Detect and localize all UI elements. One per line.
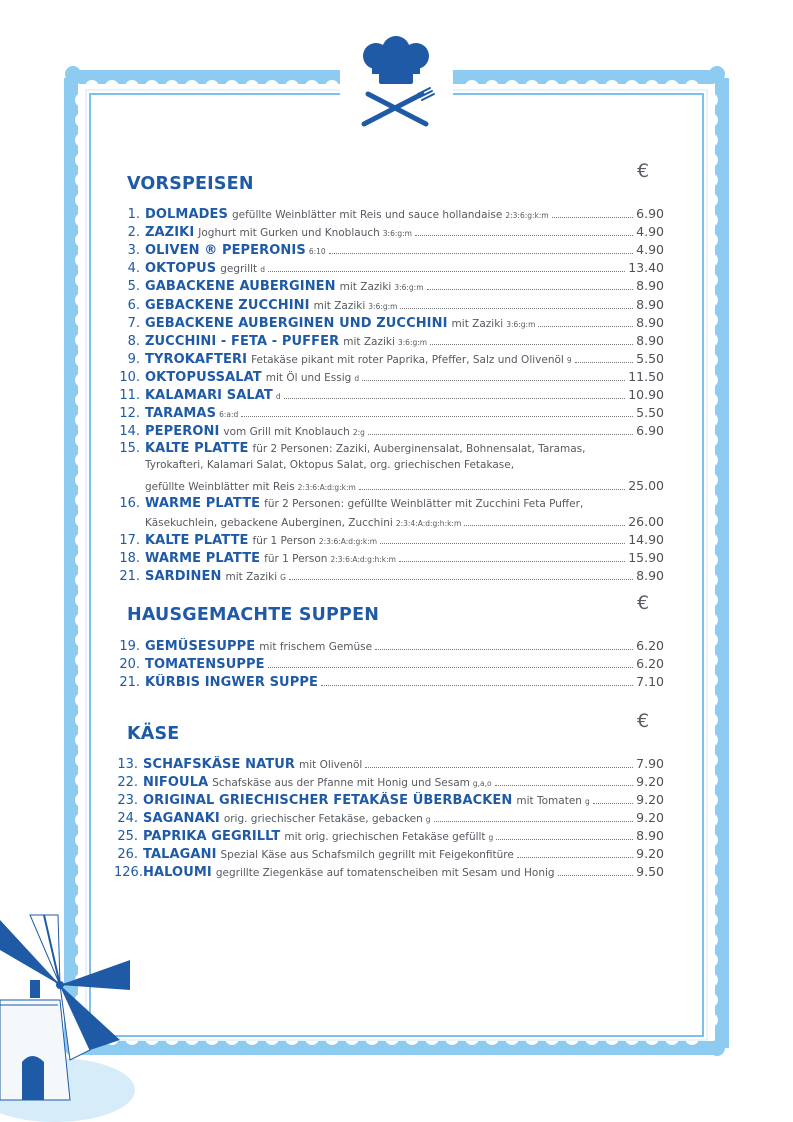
- menu-item: [111, 568, 664, 586]
- allergen-code: 2:g: [352, 428, 365, 438]
- currency-symbol: €: [637, 710, 650, 732]
- menu-item: [114, 846, 664, 864]
- item-description: für 2 Personen: Zaziki, Auberginensalat, Bohnensalat, Taramas,: [252, 443, 586, 456]
- item-number: 7.: [127, 315, 140, 331]
- item-number: 13.: [117, 757, 138, 772]
- item-description: mit Zaziki: [343, 335, 395, 348]
- item-name: TARAMAS: [145, 406, 217, 422]
- item-price: 5.50: [636, 350, 664, 366]
- dot-leader: [399, 561, 625, 562]
- dot-leader: [375, 649, 633, 650]
- item-name: OKTOPUSSALAT: [145, 369, 262, 385]
- menu-item: [111, 550, 664, 568]
- item-number: 12.: [119, 406, 140, 422]
- item-price: 15.90: [628, 549, 664, 565]
- allergen-code: 3:6:g:m: [368, 301, 398, 311]
- item-description-continued: [145, 478, 664, 496]
- dot-leader: [593, 803, 633, 804]
- dot-leader: [284, 398, 626, 399]
- menu-item: [111, 638, 664, 656]
- dot-leader: [268, 667, 634, 668]
- item-number: 3.: [127, 243, 140, 259]
- allergen-code: 2:3:6:A:d:g:k:m: [297, 482, 356, 492]
- allergen-code: 2:3:6:A:d:g:k:m: [318, 536, 378, 546]
- menu-item: [111, 674, 664, 692]
- item-number: 24.: [117, 811, 138, 826]
- item-description: mit Tomaten: [516, 795, 582, 807]
- menu-item: [111, 441, 664, 459]
- dot-leader: [359, 489, 625, 490]
- item-price: 13.40: [628, 260, 664, 276]
- item-price: 9.20: [636, 774, 664, 789]
- dot-leader: [329, 253, 634, 254]
- item-description: für 1 Person: [252, 534, 316, 547]
- currency-symbol: €: [637, 592, 650, 614]
- menu-item: [111, 387, 664, 405]
- dot-leader: [268, 271, 625, 272]
- item-description: Fetakäse pikant mit roter Paprika, Pfeffer, Salz und Olivenöl: [251, 353, 564, 366]
- allergen-code: 2:3:6:A:d:g:h:k:m: [330, 554, 396, 564]
- menu-item: [111, 351, 664, 369]
- dot-leader: [495, 785, 634, 786]
- item-price: 6.20: [636, 656, 664, 671]
- item-description: für 2 Personen: gefüllte Weinblätter mit Zucchini Feta Puffer,: [264, 497, 584, 510]
- item-number: 11.: [119, 388, 140, 403]
- item-description: mit Zaziki: [313, 299, 366, 312]
- item-number: 21.: [119, 569, 140, 584]
- item-number: 19.: [119, 639, 140, 654]
- menu-item: [111, 423, 664, 441]
- dot-leader: [362, 380, 625, 381]
- item-name: SCHAFSKÄSE NATUR: [143, 757, 295, 772]
- item-description: mit Olivenöl: [298, 759, 363, 771]
- item-price: 4.90: [636, 224, 664, 240]
- allergen-code: g: [584, 797, 590, 806]
- allergen-code: G: [280, 573, 286, 582]
- menu-item: [111, 333, 664, 351]
- allergen-code: d: [354, 373, 360, 383]
- item-description: mit Öl und Essig: [265, 371, 352, 384]
- item-number: 4.: [127, 261, 140, 277]
- item-price: 6.90: [636, 206, 664, 221]
- item-name: HALOUMI: [143, 865, 212, 880]
- item-name: GEBACKENE AUBERGINEN UND ZUCCHINI: [145, 315, 448, 331]
- item-price: 9.20: [636, 846, 664, 861]
- item-number: 9.: [127, 351, 140, 367]
- item-price: 25.00: [628, 477, 664, 493]
- menu-item: [114, 828, 664, 846]
- item-number: 25.: [117, 829, 138, 844]
- menu-item: [114, 774, 664, 792]
- menu-item: [111, 656, 664, 674]
- dot-leader: [575, 362, 634, 363]
- item-description: Käsekuchlein, gebackene Auberginen, Zucchini: [145, 516, 393, 529]
- item-price: 26.00: [628, 513, 664, 529]
- menu-item: [111, 496, 664, 514]
- item-name: TALAGANI: [143, 847, 217, 862]
- currency-symbol: €: [637, 160, 650, 182]
- dot-leader: [430, 344, 633, 345]
- item-number: 5.: [127, 279, 140, 295]
- item-description-continued: [145, 459, 664, 477]
- section-title: KÄSE: [127, 724, 180, 744]
- dot-leader: [538, 326, 633, 327]
- dot-leader: [400, 308, 633, 309]
- dot-leader: [552, 217, 633, 218]
- item-description: mit orig. griechischen Fetakäse gefüllt: [284, 831, 486, 843]
- menu-item: [111, 206, 664, 224]
- item-number: 18.: [119, 550, 140, 566]
- dot-leader: [380, 543, 625, 544]
- item-number: 23.: [117, 793, 138, 808]
- item-name: GEBACKENE ZUCCHINI: [145, 297, 310, 313]
- menu-item: [111, 278, 664, 296]
- item-price: 7.90: [636, 756, 664, 771]
- item-name: SARDINEN: [145, 569, 222, 584]
- item-name: NIFOULA: [143, 775, 209, 790]
- item-number: 16.: [119, 495, 140, 511]
- allergen-code: 3:6:g:m: [397, 337, 428, 347]
- item-name: KÜRBIS INGWER SUPPE: [145, 675, 318, 690]
- item-number: 10.: [119, 369, 140, 385]
- allergen-code: 6:10: [308, 247, 326, 257]
- item-number: 21.: [119, 675, 140, 690]
- item-description: mit Zaziki: [339, 281, 392, 294]
- item-name: KALTE PLATTE: [145, 441, 249, 457]
- allergen-code: 3:6:g:m: [506, 319, 536, 329]
- dot-leader: [427, 289, 634, 290]
- menu-item: [114, 756, 664, 774]
- item-name: WARME PLATTE: [145, 550, 261, 566]
- menu-item: [111, 369, 664, 387]
- item-number: 2.: [127, 225, 140, 241]
- item-price: 8.90: [636, 314, 664, 330]
- allergen-code: 6:a:d: [219, 410, 239, 420]
- allergen-code: 3:6:g:m: [382, 229, 412, 239]
- item-description: Tyrokafteri, Kalamari Salat, Oktopus Salat, org. griechischen Fetakase,: [145, 459, 515, 472]
- item-price: 6.20: [636, 638, 664, 653]
- item-description: Schafskäse aus der Pfanne mit Honig und Sesam: [212, 777, 470, 789]
- item-name: DOLMADES: [145, 207, 228, 222]
- item-name: TYROKAFTERI: [145, 351, 248, 367]
- item-description: für 1 Person: [264, 552, 328, 565]
- item-name: OKTOPUS: [145, 261, 217, 277]
- item-number: 20.: [119, 657, 140, 672]
- allergen-code: 2:3:6:g:k:m: [505, 211, 549, 220]
- allergen-code: g: [488, 833, 494, 842]
- menu-item: [111, 532, 664, 550]
- section-title: HAUSGEMACHTE SUPPEN: [127, 605, 380, 625]
- section-title: VORSPEISEN: [127, 174, 254, 194]
- dot-leader: [368, 434, 633, 435]
- dot-leader: [289, 579, 633, 580]
- item-price: 9.20: [636, 792, 664, 807]
- item-number: 26.: [117, 847, 138, 862]
- item-name: KALTE PLATTE: [145, 532, 249, 548]
- dot-leader: [558, 875, 634, 876]
- dot-leader: [496, 839, 633, 840]
- item-name: ORIGINAL GRIECHISCHER FETAKÄSE ÜBERBACKEN: [143, 793, 513, 808]
- item-price: 10.90: [628, 387, 664, 402]
- dot-leader: [241, 416, 633, 417]
- item-name: SAGANAKI: [143, 811, 220, 826]
- item-name: KALAMARI SALAT: [145, 388, 273, 403]
- item-price: 8.90: [636, 332, 664, 348]
- item-name: ZUCCHINI - FETA - PUFFER: [145, 333, 340, 349]
- dot-leader: [415, 235, 633, 236]
- item-price: 8.90: [636, 278, 664, 294]
- item-price: 11.50: [628, 368, 664, 384]
- allergen-code: g: [425, 815, 431, 824]
- item-number: 14.: [119, 424, 140, 440]
- item-description: gegrillt: [220, 263, 258, 276]
- menu-item: [114, 792, 664, 810]
- dot-leader: [434, 821, 634, 822]
- allergen-code: 3:6:g:m: [394, 283, 424, 293]
- item-name: TOMATENSUPPE: [145, 657, 265, 672]
- item-price: 8.90: [636, 568, 664, 583]
- item-number: 22.: [117, 775, 138, 790]
- menu-item: [114, 810, 664, 828]
- menu-item: [111, 405, 664, 423]
- item-number: 8.: [127, 333, 140, 349]
- item-number: 15.: [119, 441, 140, 457]
- item-description: Spezial Käse aus Schafsmilch gegrillt mit Feigekonfitüre: [220, 849, 514, 861]
- allergen-code: g,a,o: [472, 779, 492, 788]
- item-price: 8.90: [636, 828, 664, 843]
- item-description: orig. griechischer Fetakäse, gebacken: [223, 813, 423, 825]
- item-description: mit frischem Gemüse: [259, 641, 373, 653]
- item-name: ZAZIKI: [145, 225, 195, 241]
- item-price: 8.90: [636, 296, 664, 312]
- dot-leader: [464, 525, 625, 526]
- menu-item: [111, 297, 664, 315]
- item-number: 1.: [127, 207, 140, 222]
- item-description: mit Zaziki: [451, 317, 504, 330]
- item-price: 7.10: [636, 674, 664, 689]
- item-name: OLIVEN ® PEPERONIS: [145, 243, 306, 259]
- item-description: mit Zaziki: [225, 571, 278, 583]
- menu-item: [111, 242, 664, 260]
- dot-leader: [517, 857, 633, 858]
- item-name: PAPRIKA GEGRILLT: [143, 829, 281, 844]
- item-price: 14.90: [628, 531, 664, 547]
- item-number: 6.: [127, 297, 140, 313]
- item-name: GABACKENE AUBERGINEN: [145, 279, 336, 295]
- item-description: gegrillte Ziegenkäse auf tomatenscheiben mit Sesam und Honig: [215, 867, 555, 879]
- item-description: gefüllte Weinblätter mit Reis und sauce hollandaise: [231, 209, 503, 221]
- menu-item: [111, 224, 664, 242]
- item-description: vom Grill mit Knoblauch: [223, 426, 350, 439]
- item-price: 5.50: [636, 405, 664, 421]
- item-price: 9.20: [636, 810, 664, 825]
- item-number: 126.: [114, 865, 143, 880]
- allergen-code: d: [275, 392, 281, 401]
- item-description: Joghurt mit Gurken und Knoblauch: [198, 227, 380, 240]
- allergen-code: 2:3:4:A:d:g:h:k:m: [395, 518, 462, 528]
- dot-leader: [321, 685, 633, 686]
- item-price: 9.50: [636, 864, 664, 879]
- item-name: GEMÜSESUPPE: [145, 639, 256, 654]
- item-number: 17.: [119, 532, 140, 548]
- item-name: PEPERONI: [145, 424, 220, 440]
- menu-item: [111, 260, 664, 278]
- dot-leader: [365, 767, 633, 768]
- item-description: gefüllte Weinblätter mit Reis: [145, 480, 295, 493]
- allergen-code: d: [260, 265, 265, 275]
- menu-item: [114, 864, 664, 882]
- item-price: 4.90: [636, 242, 664, 258]
- item-name: WARME PLATTE: [145, 495, 261, 511]
- menu-item: [111, 315, 664, 333]
- item-description-continued: [145, 514, 664, 532]
- item-price: 6.90: [636, 423, 664, 439]
- allergen-code: 9: [566, 355, 572, 365]
